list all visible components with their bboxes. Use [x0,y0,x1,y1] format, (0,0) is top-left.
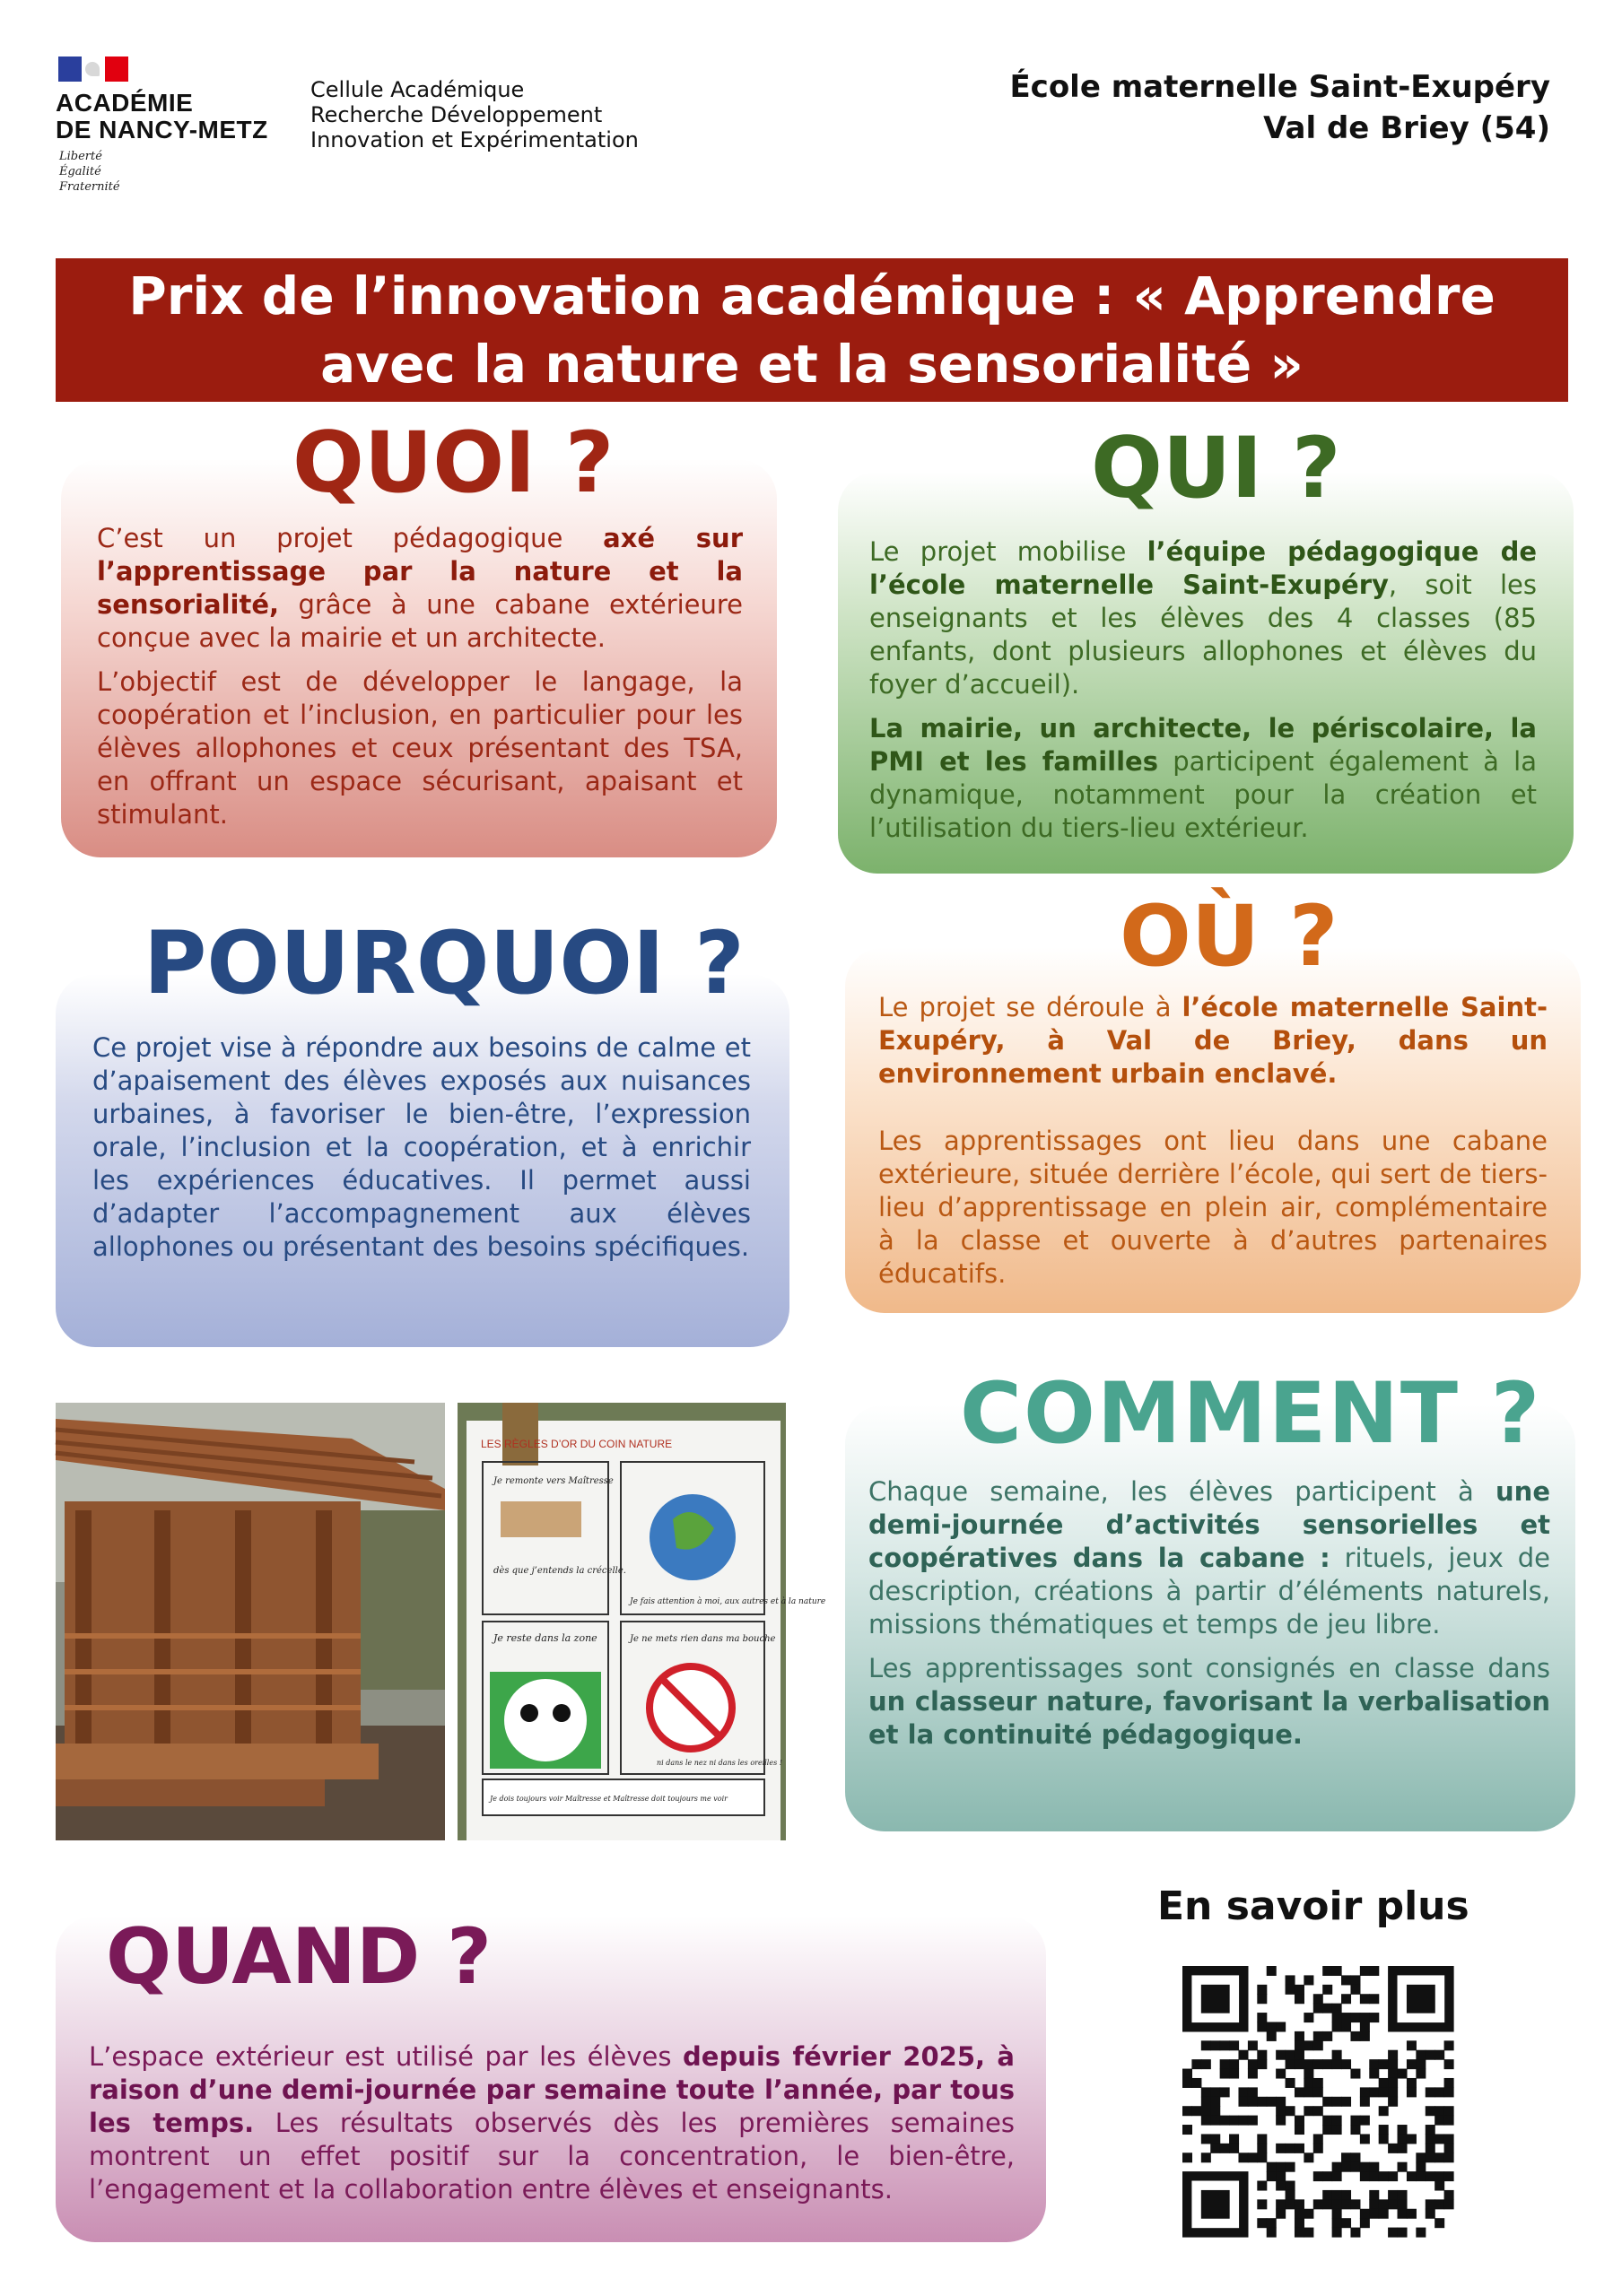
rules-poster-illustration [458,1403,826,1840]
qui-p2-bold: La mairie, un architecte, le périscolaire, la PMI et les familles [869,713,1537,777]
qr-code[interactable] [1182,1966,1453,2237]
rule-2: dès que j’entends la crécelle. [493,1566,626,1576]
quand-paragraph-1 [89,2040,1015,2206]
qui-p1-a: Le projet mobilise [869,536,1147,567]
page-title: Prix de l’innovation académique : « Apprendre avec la nature et la sensorialité » [128,265,1496,395]
comment-p1-a: Chaque semaine, les élèves participent à [868,1476,1496,1507]
quand-text [89,2040,1015,2217]
quoi-text [97,522,743,842]
academy-name: ACADÉMIE DE NANCY-METZ [56,89,268,144]
ou-text [878,991,1548,1301]
quoi-heading: QUOI ? [292,414,615,512]
quoi-p1-c: grâce à une cabane extérieure conçue avec la mairie et un architecte. [97,589,743,653]
quand-p1-a: L’espace extérieur est utilisé par les élèves [89,2041,684,2072]
quoi-paragraph-2: L’objectif est de développer le langage, la coopération et l’inclusion, en particulier pour les élèves allophones et ceux présentant des TSA, en offrant un espace sécurisant, apaisant et stimulant. [97,666,743,830]
qui-paragraph-2 [869,712,1537,845]
school-name: École maternelle Saint-Exupéry Val de Briey (54) [1009,69,1550,146]
marianne-logo [58,57,128,82]
rules-poster-photo [458,1403,826,1840]
quoi-paragraph-1 [97,522,743,655]
comment-text [868,1475,1550,1762]
comment-p2-bold: un classeur nature, favorisant la verbalisation et la continuité pédagogique. [868,1686,1550,1750]
rule-3: Je reste dans la zone [493,1632,597,1644]
pourquoi-text [92,1031,751,1274]
rule-1: Je remonte vers Maîtresse [493,1476,614,1486]
rule-6: ni dans le nez ni dans les oreilles ! [657,1759,782,1767]
qui-text [869,535,1537,856]
ou-p1-bold: l’école maternelle Saint-Exupéry, à Val de Briey, dans un environnement urbain enclavé. [878,992,1548,1089]
rule-7: Je dois toujours voir Maîtresse et Maîtresse doit toujours me voir [490,1795,728,1803]
cabane-illustration [56,1403,445,1840]
comment-p1-bold: une demi-journée d’activités sensorielles et coopératives dans la cabane : [868,1476,1550,1573]
cabane-photo [56,1403,445,1840]
qui-p1-bold: l’équipe pédagogique de l’école maternelle Saint-Exupéry [869,536,1537,600]
quoi-p1-a: C’est un projet pédagogique [97,523,604,553]
qui-heading: QUI ? [1091,420,1341,517]
quoi-p1-bold: axé sur l’apprentissage par la nature et la sensorialité, [97,523,743,620]
rule-5: Je ne mets rien dans ma bouche [630,1634,776,1644]
pourquoi-paragraph-1: Ce projet vise à répondre aux besoins de calme et d’apaisement des élèves exposés aux nuisances urbaines, à favoriser le bien-être, l’expression orale, l’inclusion et la coopération, et à enrichir les expériences éducatives. Il permet aussi d’adapter l’accompagnement aux élèves allophones ou présentant des besoins spécifiques. [92,1032,751,1262]
qui-paragraph-1 [869,535,1537,701]
comment-p1-c: rituels, jeux de description, créations à partir d’éléments naturels, missions thématiques et temps de jeu libre. [868,1543,1550,1639]
more-info-title: En savoir plus [1157,1883,1469,1929]
ou-paragraph-2: Les apprentissages ont lieu dans une cabane extérieure, située derrière l’école, qui sert de tiers-lieu d’apprentissage en plein air, complémentaire à la classe et ouverte à d’autres partenaires éducatifs. [878,1126,1548,1289]
quand-p1-bold: depuis février 2025, à raison d’une demi-journée par semaine toute l’année, par tous les temps. [89,2041,1016,2138]
ou-p1-a: Le projet se déroule à [878,992,1182,1022]
qui-p1-c: , soit les enseignants et les élèves des 4 classes (85 enfants, dont plusieurs allophones et élèves du foyer d’accueil). [869,570,1537,700]
cellule-name: Cellule Académique Recherche Développement Innovation et Expérimentation [310,77,639,152]
quand-p1-c: Les résultats observés dès les premières semaines montrent un effet positif sur la concentration, le bien-être, l’engagement et la collaboration entre élèves et enseignants. [89,2108,1015,2205]
comment-heading: COMMENT ? [960,1365,1542,1463]
rule-4: Je fais attention à moi, aux autres et à la nature [630,1597,826,1606]
ou-heading: OÙ ? [1120,888,1339,986]
comment-paragraph-1 [868,1475,1550,1641]
quand-heading: QUAND ? [106,1912,493,2002]
pourquoi-heading: POURQUOI ? [144,913,745,1013]
comment-paragraph-2 [868,1652,1550,1752]
title-banner [56,258,1568,402]
comment-p2-a: Les apprentissages sont consignés en classe dans [868,1653,1550,1683]
ou-paragraph-1 [878,991,1548,1091]
rules-banner: LES RÈGLES D’OR DU COIN NATURE [481,1438,673,1450]
republic-motto: Liberté Égalité Fraternité [59,150,120,194]
qui-p2-c: participent également à la dynamique, notamment pour la création et l’utilisation du tiers-lieu extérieur. [869,746,1538,843]
